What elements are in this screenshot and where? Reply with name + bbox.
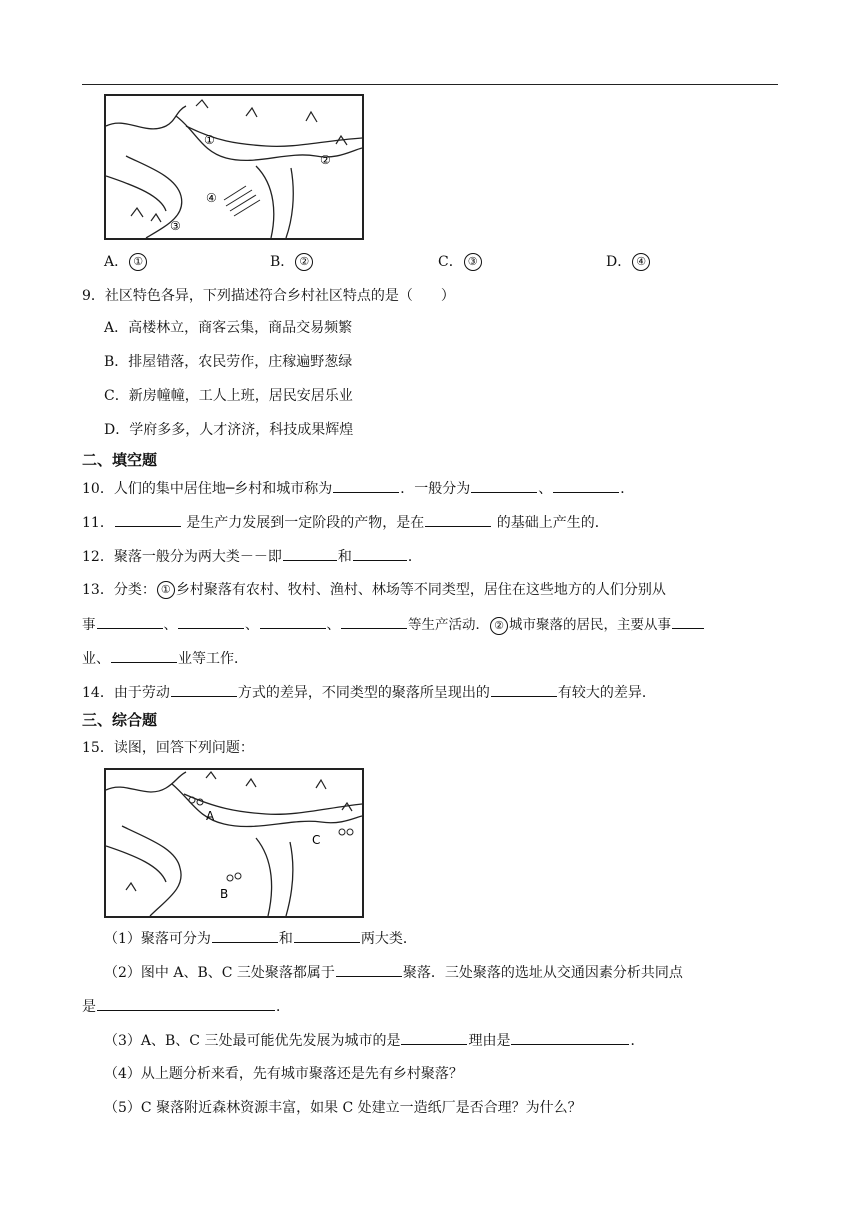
q9-option-d[interactable]: D．学府多多，人才济济，科技成果辉煌 (104, 422, 354, 438)
q9-option-c[interactable]: C．新房幢幢，工人上班，居民安居乐业 (104, 388, 353, 404)
marker-4: ④ (206, 191, 217, 205)
q10-blank-2[interactable] (471, 478, 537, 493)
q15-1-blank-2[interactable] (294, 928, 360, 943)
map-drawing (106, 96, 362, 238)
q15-1-blank-1[interactable] (212, 928, 278, 943)
map-drawing-abc (106, 770, 362, 916)
q12-blank-2[interactable] (353, 546, 407, 561)
q11-blank-2[interactable] (425, 512, 491, 527)
q13-blank-5[interactable] (672, 614, 704, 629)
map-label-a: A (206, 809, 215, 823)
q14: 14．由于劳动 方式的差异，不同类型的聚落所呈现出的 有较大的差异． (82, 682, 656, 703)
q8-option-c[interactable]: C． ③ (438, 252, 483, 272)
q15-3-blank-2[interactable] (511, 1030, 629, 1045)
q15-sub-1: （1）聚落可分为 和 两大类． (104, 928, 417, 949)
q8-option-a[interactable]: A． ① (104, 252, 148, 272)
q15-stem: 15．读图，回答下列问题： (82, 740, 254, 756)
q15-sub-2: （2）图中 A、B、C 三处聚落都属于 聚落．三处聚落的选址从交通因素分析共同点 (104, 962, 683, 983)
q15-2-blank-1[interactable] (336, 962, 402, 977)
marker-1: ① (204, 133, 215, 147)
map-label-b: B (220, 887, 229, 901)
q9-option-a[interactable]: A．高楼林立，商客云集，商品交易频繁 (104, 320, 353, 336)
q14-blank-2[interactable] (491, 682, 557, 697)
map-label-c: C (312, 833, 321, 847)
q13-blank-6[interactable] (111, 648, 177, 663)
marker-2: ② (320, 153, 331, 167)
q14-blank-1[interactable] (171, 682, 237, 697)
q11: 11． 是生产力发展到一定阶段的产物，是在 的基础上产生的． (82, 512, 609, 533)
q15-sub-3: （3）A、B、C 三处最可能优先发展为城市的是 理由是 ． (104, 1030, 644, 1051)
q15-3-blank-1[interactable] (401, 1030, 467, 1045)
q13-blank-2[interactable] (178, 614, 244, 629)
q9-stem: 9．社区特色各异，下列描述符合乡村社区特点的是（ ） (82, 288, 455, 304)
q15-sub-4: （4）从上题分析来看，先有城市聚落还是先有乡村聚落？ (104, 1066, 463, 1082)
map-figure-q8 (104, 94, 364, 240)
q8-option-b[interactable]: B． ② (270, 252, 314, 272)
q11-blank-1[interactable] (115, 512, 181, 527)
q13-blank-4[interactable] (341, 614, 407, 629)
q15-sub-5: （5）C 聚落附近森林资源丰富，如果 C 处建立一造纸厂是否合理？为什么？ (104, 1100, 582, 1116)
q13-line-2: 事 、 、 、 等生产活动． ② 城市聚落的居民，主要从事 (82, 614, 705, 635)
marker-3: ③ (170, 219, 181, 233)
q13-line-1: 13．分类： ① 乡村聚落有农村、牧村、渔村、林场等不同类型，居住在这些地方的人们分别从 (82, 582, 666, 598)
q10-blank-1[interactable] (333, 478, 399, 493)
q10: 10．人们的集中居住地─乡村和城市称为 ．一般分为 、 ． (82, 478, 634, 499)
q13-line-3: 业、 业等工作． (82, 648, 248, 669)
q8-option-d[interactable]: D． ④ (606, 252, 651, 272)
section-fill-blank-title: 二、填空题 (82, 451, 158, 469)
q13-blank-1[interactable] (97, 614, 163, 629)
q15-sub-2-cont: 是 ． (82, 996, 290, 1017)
header-rule (82, 84, 778, 85)
q10-blank-3[interactable] (553, 478, 619, 493)
q15-2-blank-2[interactable] (97, 996, 275, 1011)
map-figure-q15 (104, 768, 364, 918)
q12: 12．聚落一般分为两大类－－即 和 ． (82, 546, 422, 567)
q13-blank-3[interactable] (260, 614, 326, 629)
q9-option-b[interactable]: B．排屋错落，农民劳作，庄稼遍野葱绿 (104, 354, 353, 370)
section-composite-title: 三、综合题 (82, 711, 158, 729)
q12-blank-1[interactable] (283, 546, 337, 561)
